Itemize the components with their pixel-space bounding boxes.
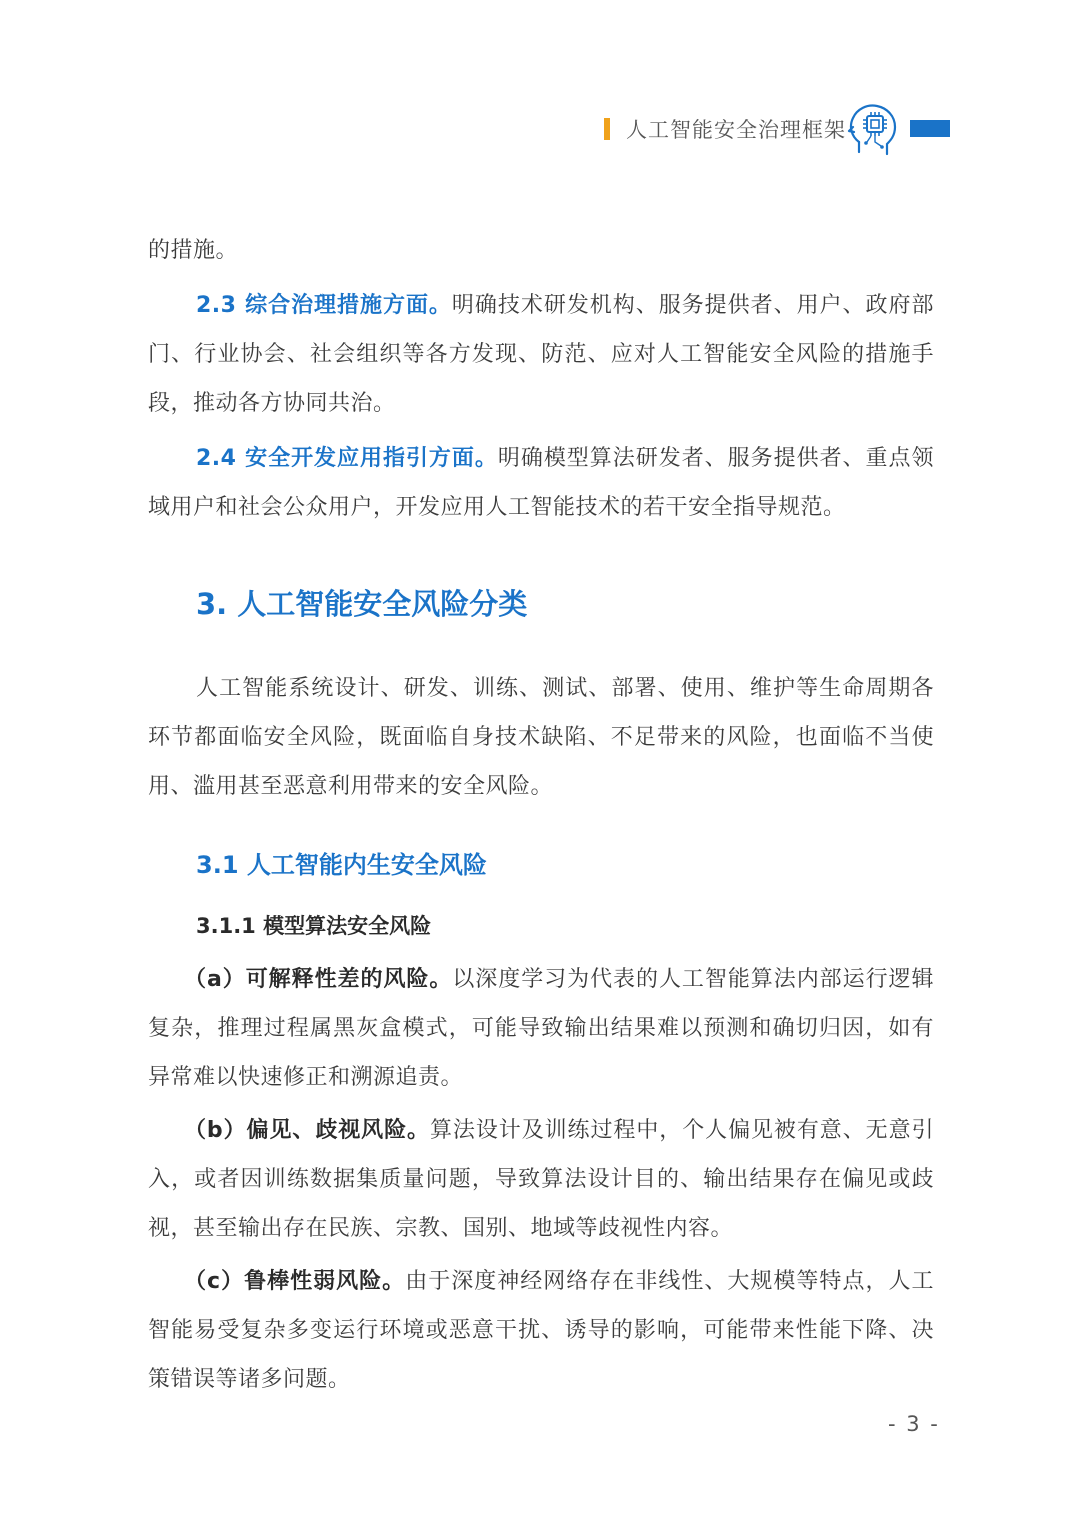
- paragraph-text: 以深度学习为代表的人工智能算法内部运行逻辑复杂，推理过程属黑灰盒模式，可能导致输出结果难以预测和确切归因，如有异常难以快速修正和溯源追责。: [148, 967, 934, 1090]
- paragraph-continuation: 的措施。: [148, 238, 239, 263]
- paragraph-text: 明确模型算法研发者、服务提供者、重点领域用户和社会公众用户，开发应用人工智能技术的若干安全指导规范。: [148, 446, 934, 520]
- paragraph-section-3-intro: 人工智能系统设计、研发、训练、测试、部署、使用、维护等生命周期各环节都面临安全风险，既面临自身技术缺陷、不足带来的风险，也面临不当使用、滥用甚至恶意利用带来的安全风险。: [148, 676, 934, 799]
- paragraph-risk-c: [148, 1257, 934, 1404]
- document-body: [148, 226, 934, 1404]
- subsubsection-title: 3.1.1 模型算法安全风险: [196, 914, 432, 938]
- header-title: 人工智能安全治理框架: [626, 118, 846, 142]
- paragraph-heading: （c）鲁棒性弱风险。: [184, 1269, 406, 1294]
- paragraph-heading: （a）可解释性差的风险。: [184, 967, 453, 992]
- paragraph-heading: 2.3 综合治理措施方面。: [196, 293, 452, 318]
- subsection-title: 3.1 人工智能内生安全风险: [196, 851, 487, 879]
- header-accent-orange: [604, 118, 610, 140]
- paragraph-text: 算法设计及训练过程中，个人偏见被有意、无意引入，或者因训练数据集质量问题，导致算法设计目的、输出结果存在偏见或歧视，甚至输出存在民族、宗教、国别、地域等歧视性内容。: [148, 1118, 934, 1241]
- ai-head-chip-icon: [845, 100, 901, 158]
- paragraph-text: 明确技术研发机构、服务提供者、用户、政府部门、行业协会、社会组织等各方发现、防范、应对人工智能安全风险的措施手段，推动各方协同共治。: [148, 293, 934, 416]
- page-number: - 3 -: [888, 1412, 940, 1436]
- paragraph-risk-b: [148, 1106, 934, 1253]
- paragraph-heading: （b）偏见、歧视风险。: [184, 1118, 430, 1143]
- section-title: 3. 人工智能安全风险分类: [196, 587, 528, 621]
- paragraph-risk-a: [148, 955, 934, 1102]
- paragraph-2-3: [148, 281, 934, 428]
- page-header: [0, 100, 1080, 160]
- paragraph-text: 由于深度神经网络存在非线性、大规模等特点，人工智能易受复杂多变运行环境或恶意干扰、诱导的影响，可能带来性能下降、决策错误等诸多问题。: [148, 1269, 934, 1392]
- paragraph-heading: 2.4 安全开发应用指引方面。: [196, 446, 498, 471]
- header-accent-blue: [910, 120, 950, 137]
- paragraph-2-4: [148, 434, 934, 532]
